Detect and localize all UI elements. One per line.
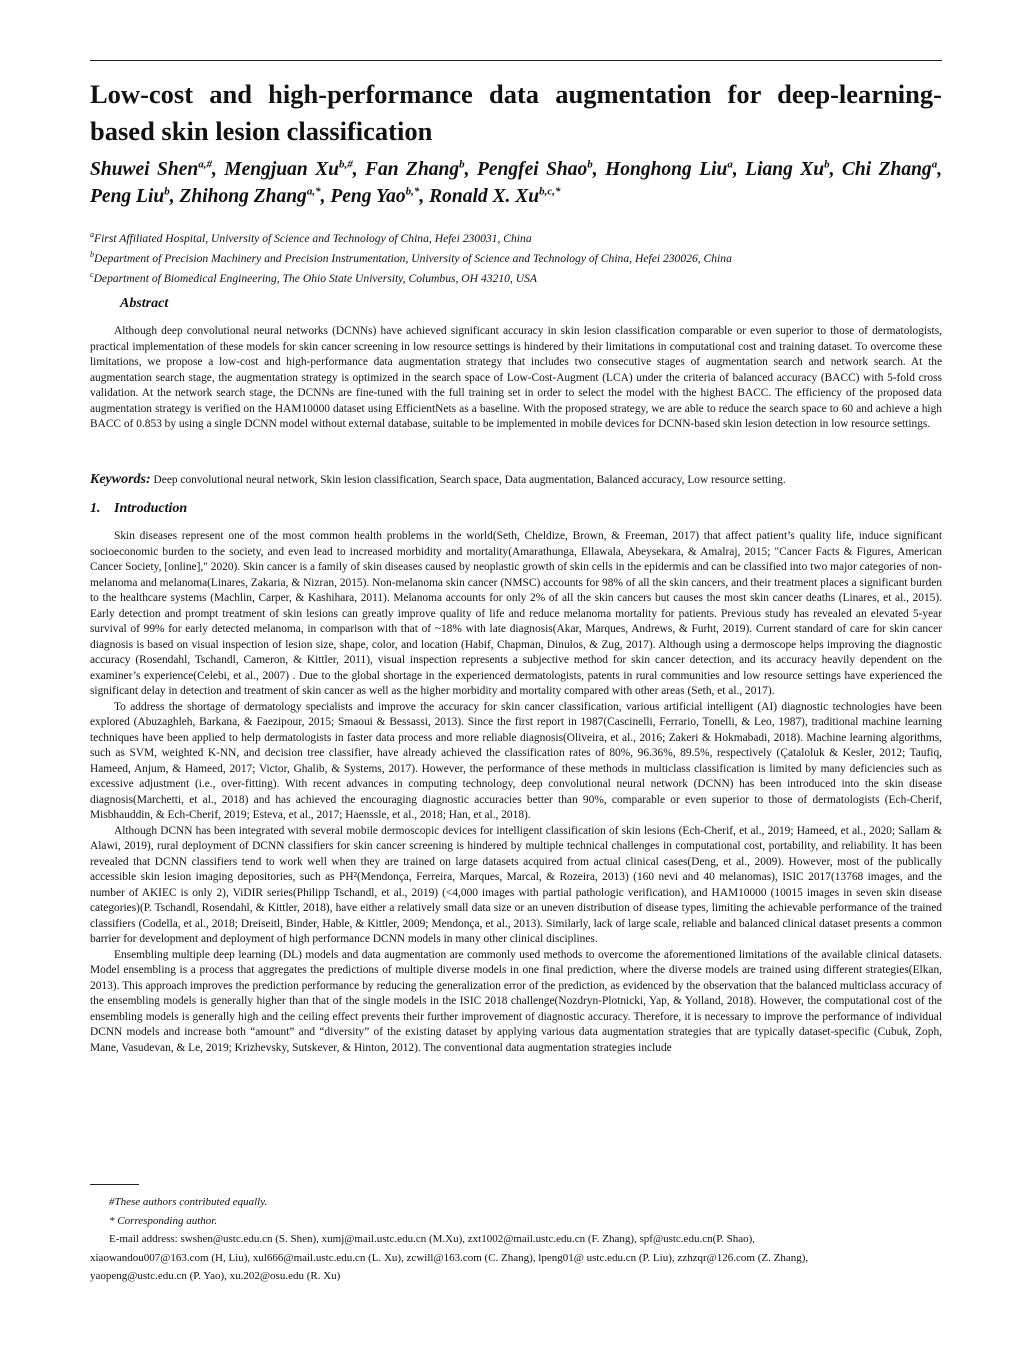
footnote-corresponding-author: * Corresponding author.	[109, 1214, 218, 1227]
author-name: Pengfei Shao	[476, 159, 588, 180]
author-affiliation-mark: a,*	[306, 185, 321, 198]
author-name: Honghong Liu	[605, 159, 728, 180]
author-affiliation-mark: a,#	[198, 158, 212, 171]
author-name: Peng Liu	[90, 186, 165, 207]
footnote-email: yaopeng@ustc.edu.cn (P. Yao), xu.202@osu.edu (R. Xu)	[90, 1270, 341, 1282]
author-name: Mengjuan Xu	[224, 159, 339, 180]
keywords-label: Keywords:	[90, 472, 151, 487]
affiliation-text: Department of Biomedical Engineering, The Ohio State University, Columbus, OH 43210, USA	[93, 272, 537, 285]
section-title: Introduction	[114, 501, 188, 516]
author-list: Shuwei Shen$^{a,\#}$, Mengjuan $Xu^{b,\#}$, Fan Zhang$^b$, Pengfei Shao$^b$, Honghong Liu$^a$, Liang Xu$^b$, Chi Zhang$^a$, Peng Liu$^b$, Zhihong Zhang$^{a,*}$, Peng Yao$^{b,*}$, Ronald X. $Xu^{b,c,*}$	[90, 158, 943, 207]
keywords-line	[90, 472, 942, 488]
author-affiliation-mark: a	[931, 158, 938, 171]
intro-paragraph: Although DCNN has been integrated with several mobile dermoscopic devices for intelligent classification of skin lesions (Ech-Cherif, et al., 2019; Hameed, et al., 2020; Sallam & Alawi, 2019), rural deployment of DCNN classifiers for skin cancer screening is hindered by multiple technical challenges in computational cost, portability, and reliability. It has been revealed that DCNN classifiers tend to work well when they are trained on large datasets acquired from actual clinical cases(Deng, et al., 2009). However, most of the publically accessible skin lesion imaging depositories, such as PH²(Mendonça, Ferreira, Marques, Marcal, & Rozeira, 2013) (160 nevi and 40 melanomas), ISIC 2017(13768 images, and the number of AKIEC is only 2), ViDIR series(Philipp Tschandl, et al., 2019) (<4,000 images with partial pathologic verification), and HAM10000 (10015 images in seven skin disease categories)(P. Tschandl, Rosendahl, & Kittler, 2018), have either a relatively small data size or an uneven distribution of disease types, limiting the achievable performance of the trained classifiers (Codella, et al., 2018; Dreiseitl, Binder, Hable, & Kittler, 2009; Mendonça, et al., 2013). Similarly, lack of large scale, reliable and balanced clinical dataset presents a common barrier for development and deployment of high performance DCNN models in many other clinical disciplines.	[90, 824, 942, 945]
author-name: Peng Yao	[330, 186, 406, 207]
author-name: Shuwei Shen	[90, 159, 199, 180]
intro-paragraph: To address the shortage of dermatology specialists and improve the accuracy for skin cancer classification, various artificial intelligent (AI) diagnostic technologies have been explored (Abuzaghleh, Barkana, & Faezipour, 2015; Smaoui & Bessassi, 2013). Since the first report in 1987(Cascinelli, Ferrario, Tonelli, & Leo, 1987), traditional machine learning techniques have been applied to help dermatologists in faster data process and more reliable diagnosis(Oliveira, et al., 2016; Zakeri & Hokmabadi, 2018). Machine learning algorithms, such as SVM, weighted K-NN, and decision tree classifier, have already achieved the classification rates of 80%, 96.36%, 89.5%, respectively (Çataloluk & Kesler, 2012; Taufiq, Hameed, Anjum, & Hameed, 2017; Victor, Ghalib, & Systems, 2017). However, the performance of these methods in multiclass classification is limited by many deficiencies such as excessive adjustment (i.e., over-fitting). With recent advances in computing technology, deep convolutional neural network (DCNN) has been introduced into the skin disease diagnosis(Marchetti, et al., 2018) and has achieved the encouraging diagnostic accuracies better than 90%, comparable or even superior to those of dermatologists (Ech-Cherif, Misbhauddin, & Ech-Cherif, 2019; Esteva, et al., 2017; Haenssle, et al., 2018; Han, et al., 2018).	[90, 700, 942, 821]
footnote-email: xiaowandou007@163.com (H, Liu), xul666@mail.ustc.edu.cn (L. Xu), zcwill@163.com (C. Zhang), lpeng01@ ustc.edu.cn (P. Liu), zzhzqr@126.com (Z. Zhang),	[90, 1251, 809, 1264]
author-name: Ronald X. Xu	[429, 186, 540, 207]
affiliation-list	[90, 229, 942, 289]
author-affiliation-mark: b,*	[405, 185, 420, 198]
top-rule	[90, 60, 942, 61]
footnote-rule	[90, 1184, 139, 1185]
affiliation-text: Department of Precision Machinery and Precision Instrumentation, University of Science and Technology of China, Hefei 230026, China	[94, 252, 732, 265]
abstract-text: Although deep convolutional neural networks (DCNNs) have achieved significant accuracy in skin lesion classification comparable or even superior to those of dermatologists, practical implementation of these models for skin cancer screening in low resource settings is hindered by their limitations in computational cost and training dataset. To overcome these limitations, we propose a low-cost and high-performance data augmentation strategy that includes two consecutive stages of augmentation search and network search. At the augmentation search stage, the augmentation strategy is optimized in the search space of Low-Cost-Augment (LCA) under the criteria of balanced accuracy (BACC) with 5-fold cross validation. At the network search stage, the DCNNs are fine-tuned with the full training set in order to select the model with the highest BACC. The efficiency of the proposed data augmentation strategy is verified on the HAM10000 dataset using EfficientNets as a baseline. With the proposed strategy, we are able to reduce the search space to 60 and achieve a high BACC of 0.853 by using a single DCNN model without external database, suitable to be implemented in mobile devices for DCNN-based skin lesion detection in low resource settings.	[90, 325, 942, 430]
author-affiliation-mark: b	[587, 158, 593, 171]
section-number: 1.	[90, 501, 101, 516]
affiliation-item	[90, 269, 942, 289]
affiliation-mark: c	[90, 270, 94, 280]
footnote-equal-contribution: #These authors contributed equally.	[109, 1196, 268, 1208]
abstract-heading: Abstract	[120, 296, 169, 311]
paper-title: Low-cost and high-performance data augmentation for deep-learning-based skin lesion classification	[90, 79, 942, 146]
footnotes	[90, 1193, 942, 1286]
author-name: Chi Zhang	[841, 159, 932, 180]
author-name: Fan Zhang	[365, 159, 460, 180]
affiliation-mark: a	[90, 230, 94, 240]
author-affiliation-mark: b,c,*	[539, 185, 561, 198]
author-affiliation-mark: b,#	[338, 158, 353, 171]
intro-paragraph: Skin diseases represent one of the most common health problems in the world(Seth, Cheldize, Brown, & Freeman, 2017) that affect patient’s quality life, induce significant socioeconomic burden to the society, and even lead to increased morbidity and mortality(Amarathunga, Ellawala, Abeysekara, & Amalraj, 2015; "Cancer Facts & Figures, American Cancer Society, [online]," 2020). Skin cancer is a family of skin diseases caused by neoplastic growth of skin cells in the epidermis and can be classified into two major categories of non-melanoma and melanoma(Linares, Zakaria, & Nizran, 2015). Non-melanoma skin cancer (NMSC) accounts for 98% of all the skin cancers, and their treatment places a significant burden to the healthcare systems (Machlin, Carper, & Kashihara, 2011). Melanoma accounts for only 2% of all the skin cancers but causes the most skin cancer deaths (Linares, et al., 2015). Early detection and prompt treatment of skin lesions can greatly improve quality of life and reduce melanoma mortality for patients. Previous study has revealed an elevated 5-year survival of 99% for early detected melanoma, in comparison with that of ~18% with late diagnosis(Akar, Marques, Andrews, & Furht, 2019). Current standard of care for skin cancer diagnosis is based on visual inspection of lesion size, shape, color, and location (Habif, Chapman, Dinulos, & Zug, 2017). Although using a dermoscope helps improving the diagnostic accuracy (Rosendahl, Tschandl, Cameron, & Kittler, 2011), visual inspection represents a subjective method for skin cancer detection, and its accuracy heavily dependent on the examiner’s experience(Celebi, et al., 2007) . Due to the global shortage in the experienced dermatologists, patents in rural communities and low resource settings have experienced the significant delay in detection and treatment of skin cancer as well as the higher morbidity and mortality compared with other areas (Seth, et al., 2017).	[90, 530, 942, 697]
author-affiliation-mark: b	[824, 158, 830, 171]
affiliation-item	[90, 249, 942, 269]
author-name: Zhihong Zhang	[179, 186, 307, 207]
author-affiliation-mark: a	[727, 158, 733, 171]
affiliation-text: First Affiliated Hospital, University of Science and Technology of China, Hefei 230031, China	[94, 232, 532, 245]
author-affiliation-mark: b	[459, 158, 465, 171]
affiliation-mark: b	[90, 250, 94, 260]
section-heading-introduction	[90, 501, 187, 517]
author-affiliation-mark: b	[164, 185, 170, 198]
intro-paragraph: Ensembling multiple deep learning (DL) models and data augmentation are commonly used methods to overcome the aforementioned limitations of the available clinical datasets. Model ensembling is a process that aggregates the predictions of multiple diverse models in one final prediction, where the diverse models are trained using different strategies(Elkan, 2013). This approach improves the prediction performance by reducing the generalization error of the prediction, as evidenced by the observation that the balanced multiclass accuracy of the ensembling models is generally higher than that of the single models in the ISIC 2018 challenge(Nozdryn-Plotnicki, Yap, & Yolland, 2018). However, the computational cost of the ensembling models is generally high and the ceiling effect prevents their further improvement of diagnostic accuracy. Therefore, it is necessary to improve the performance of individual DCNN models and increase both “amount” and “diversity” of the existing dataset by applying various data augmentation strategies that are typically dataset-specific (Cubuk, Zoph, Mane, Vasudevan, & Le, 2019; Krizhevsky, Sutskever, & Hinton, 2012). The conventional data augmentation strategies include	[90, 948, 942, 1054]
introduction-body	[90, 529, 942, 1056]
author-name: Liang Xu	[745, 159, 825, 180]
footnote-email: E-mail address: swshen@ustc.edu.cn (S. Shen), xumj@mail.ustc.edu.cn (M.Xu), zxt1002@mail.ustc.edu.cn (F. Zhang), spf@ustc.edu.cn(P. Shao),	[109, 1233, 756, 1245]
affiliation-item	[90, 229, 942, 249]
keywords-text: Deep convolutional neural network, Skin lesion classification, Search space, Data augmentation, Balanced accuracy, Low resource setting.	[153, 474, 786, 486]
